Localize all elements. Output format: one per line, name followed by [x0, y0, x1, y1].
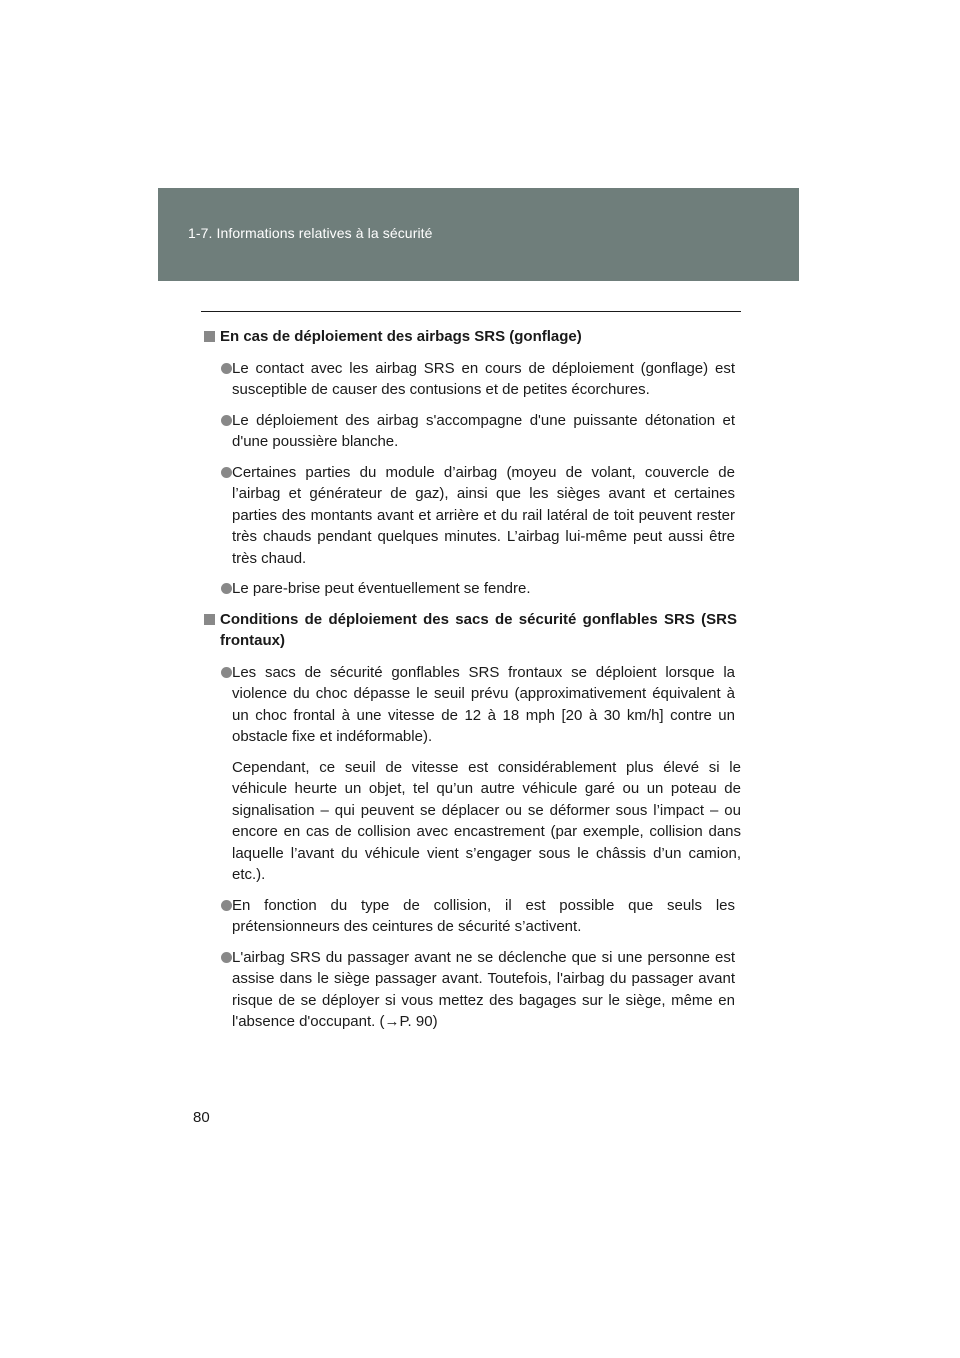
list-item-text: Les sacs de sécurité gonflables SRS frontaux se déploient lorsque la violence du choc dépasse le seuil prévu (approximativement équivalent à un choc frontal à une vitesse de 12 à 18 mph [20 à 30 km/h] contre un obstacle fixe et indéformable). [232, 663, 735, 745]
list-item-text: Certaines parties du module d’airbag (moyeu de volant, couvercle de l’airbag et générateur de gaz), ainsi que les sièges avant et certaines parties des montants avant et arrière et du rail latéral de toit peuvent rester très chauds pendant quelques minutes. L’airbag lui-même peut aussi être très chaud. [232, 463, 735, 567]
round-bullet-icon [221, 467, 232, 478]
section-heading-text: Conditions de déploiement des sacs de sécurité gonflables SRS (SRS frontaux) [220, 610, 737, 649]
horizontal-rule [201, 311, 741, 312]
list-item-text: En fonction du type de collision, il est possible que seuls les prétensionneurs des ceintures de sécurité s’activent. [232, 896, 735, 935]
list-item [201, 947, 741, 1033]
page-content [201, 326, 741, 1042]
round-bullet-icon [221, 667, 232, 678]
section-heading-text: En cas de déploiement des airbags SRS (gonflage) [220, 328, 582, 345]
round-bullet-icon [221, 583, 232, 594]
list-item-text: Le déploiement des airbag s'accompagne d'une puissante détonation et d'une poussière blanche. [232, 411, 735, 450]
list-item [201, 662, 741, 748]
list-item [201, 462, 741, 570]
round-bullet-icon [221, 900, 232, 911]
section-heading-deployment [201, 326, 741, 348]
section-header-title: 1-7. Informations relatives à la sécurité [188, 225, 433, 241]
round-bullet-icon [221, 415, 232, 426]
section-heading-conditions [201, 609, 741, 652]
round-bullet-icon [221, 363, 232, 374]
list-item-text: Le contact avec les airbag SRS en cours de déploiement (gonflage) est susceptible de causer des contusions et de petites écorchures. [232, 359, 735, 398]
page-number: 80 [193, 1109, 210, 1126]
list-item [201, 410, 741, 453]
square-bullet-icon [204, 614, 215, 625]
continuation-paragraph: Cependant, ce seuil de vitesse est considérablement plus élevé si le véhicule heurte un objet, tel qu’un autre véhicule garé ou un poteau de signalisation – qui peuvent se déplacer ou se déformer sous l’impact – ou encore en cas de collision avec encastrement (par exemple, collision dans laquelle l’avant du véhicule vient s’engager sous le châssis d’un camion, etc.). [232, 758, 741, 883]
round-bullet-icon [221, 952, 232, 963]
list-item [201, 578, 741, 600]
list-item [201, 895, 741, 938]
list-item [201, 358, 741, 401]
list-item-text: L'airbag SRS du passager avant ne se déclenche que si une personne est assise dans le siège passager avant. Toutefois, l'airbag du passager avant risque de se déployer si vous mettez des bagages sur le siège, même en l'absence d'occupant. (→P. 90) [232, 948, 735, 1030]
square-bullet-icon [204, 331, 215, 342]
section-header-bar [158, 188, 799, 281]
list-item-text: Le pare-brise peut éventuellement se fendre. [232, 580, 531, 597]
